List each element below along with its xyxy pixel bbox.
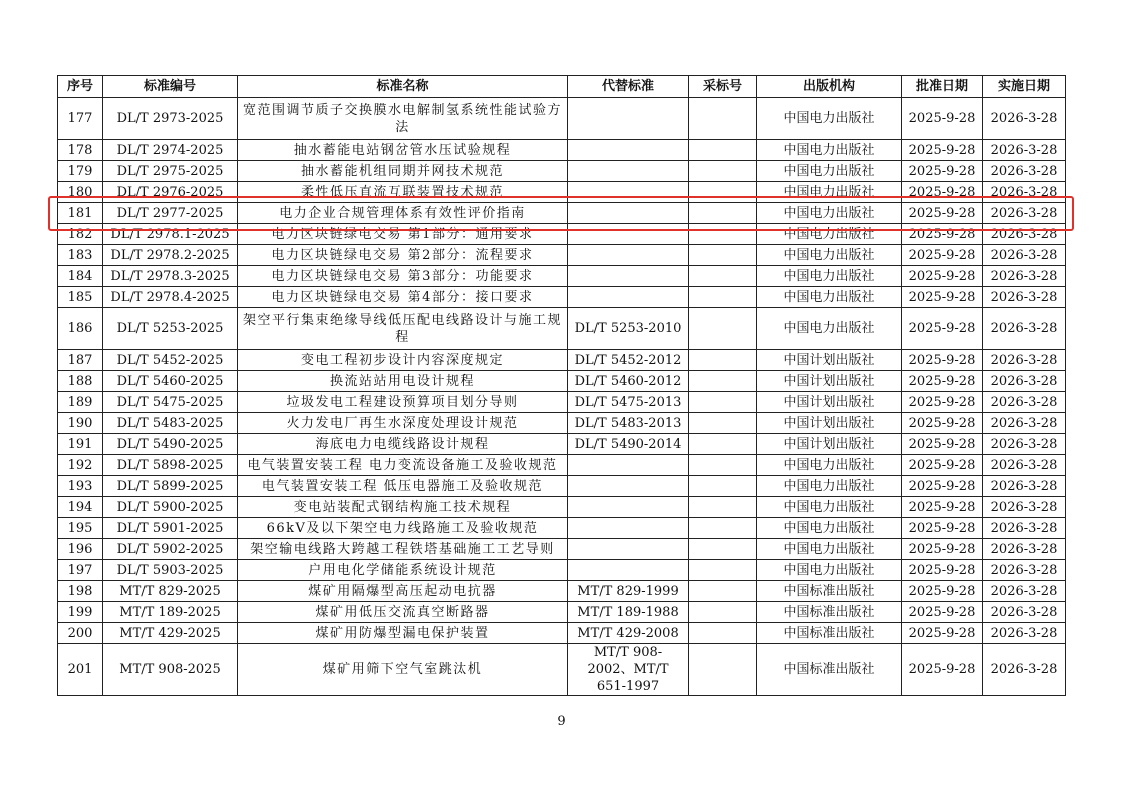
cell-publisher: 中国计划出版社 bbox=[757, 350, 902, 371]
cell-effective: 2026-3-28 bbox=[983, 644, 1066, 696]
header-name: 标准名称 bbox=[238, 76, 568, 98]
cell-code: DL/T 5490-2025 bbox=[103, 434, 238, 455]
cell-name: 架空平行集束绝缘导线低压配电线路设计与施工规程 bbox=[238, 308, 568, 350]
cell-publisher: 中国电力出版社 bbox=[757, 161, 902, 182]
cell-code: DL/T 2978.2-2025 bbox=[103, 245, 238, 266]
table-row bbox=[58, 98, 1066, 140]
cell-adopt bbox=[689, 581, 757, 602]
cell-seq: 201 bbox=[58, 644, 103, 696]
cell-seq: 184 bbox=[58, 266, 103, 287]
cell-approve: 2025-9-28 bbox=[902, 476, 983, 497]
cell-effective: 2026-3-28 bbox=[983, 518, 1066, 539]
table-row bbox=[58, 539, 1066, 560]
cell-approve: 2025-9-28 bbox=[902, 140, 983, 161]
cell-effective: 2026-3-28 bbox=[983, 161, 1066, 182]
cell-name: 电力区块链绿电交易 第3部分：功能要求 bbox=[238, 266, 568, 287]
cell-name: 火力发电厂再生水深度处理设计规范 bbox=[238, 413, 568, 434]
cell-adopt bbox=[689, 434, 757, 455]
cell-code: DL/T 5460-2025 bbox=[103, 371, 238, 392]
cell-publisher: 中国电力出版社 bbox=[757, 497, 902, 518]
cell-seq: 199 bbox=[58, 602, 103, 623]
cell-seq: 191 bbox=[58, 434, 103, 455]
cell-publisher: 中国电力出版社 bbox=[757, 245, 902, 266]
cell-code: DL/T 5903-2025 bbox=[103, 560, 238, 581]
cell-publisher: 中国计划出版社 bbox=[757, 413, 902, 434]
cell-approve: 2025-9-28 bbox=[902, 413, 983, 434]
table-row bbox=[58, 182, 1066, 203]
cell-name: 煤矿用防爆型漏电保护装置 bbox=[238, 623, 568, 644]
cell-effective: 2026-3-28 bbox=[983, 266, 1066, 287]
cell-replace bbox=[568, 497, 689, 518]
cell-effective: 2026-3-28 bbox=[983, 455, 1066, 476]
cell-effective: 2026-3-28 bbox=[983, 203, 1066, 224]
cell-publisher: 中国电力出版社 bbox=[757, 203, 902, 224]
cell-name: 换流站站用电设计规程 bbox=[238, 371, 568, 392]
cell-approve: 2025-9-28 bbox=[902, 644, 983, 696]
cell-adopt bbox=[689, 644, 757, 696]
cell-effective: 2026-3-28 bbox=[983, 371, 1066, 392]
cell-replace bbox=[568, 182, 689, 203]
table-row bbox=[58, 623, 1066, 644]
cell-replace bbox=[568, 98, 689, 140]
cell-code: MT/T 829-2025 bbox=[103, 581, 238, 602]
cell-publisher: 中国电力出版社 bbox=[757, 140, 902, 161]
cell-effective: 2026-3-28 bbox=[983, 434, 1066, 455]
cell-approve: 2025-9-28 bbox=[902, 560, 983, 581]
cell-replace: DL/T 5452-2012 bbox=[568, 350, 689, 371]
cell-effective: 2026-3-28 bbox=[983, 623, 1066, 644]
cell-approve: 2025-9-28 bbox=[902, 392, 983, 413]
cell-seq: 178 bbox=[58, 140, 103, 161]
table-row bbox=[58, 581, 1066, 602]
cell-seq: 190 bbox=[58, 413, 103, 434]
cell-effective: 2026-3-28 bbox=[983, 476, 1066, 497]
cell-approve: 2025-9-28 bbox=[902, 539, 983, 560]
cell-publisher: 中国电力出版社 bbox=[757, 476, 902, 497]
cell-name: 电力企业合规管理体系有效性评价指南 bbox=[238, 203, 568, 224]
cell-approve: 2025-9-28 bbox=[902, 497, 983, 518]
cell-effective: 2026-3-28 bbox=[983, 245, 1066, 266]
table-row bbox=[58, 476, 1066, 497]
cell-name: 抽水蓄能机组同期并网技术规范 bbox=[238, 161, 568, 182]
table-row bbox=[58, 245, 1066, 266]
cell-publisher: 中国电力出版社 bbox=[757, 224, 902, 245]
cell-seq: 187 bbox=[58, 350, 103, 371]
table-row bbox=[58, 140, 1066, 161]
cell-adopt bbox=[689, 413, 757, 434]
cell-publisher: 中国标准出版社 bbox=[757, 644, 902, 696]
table-row bbox=[58, 161, 1066, 182]
cell-name: 煤矿用隔爆型高压起动电抗器 bbox=[238, 581, 568, 602]
header-effective: 实施日期 bbox=[983, 76, 1066, 98]
table-row bbox=[58, 392, 1066, 413]
cell-effective: 2026-3-28 bbox=[983, 581, 1066, 602]
table-row bbox=[58, 455, 1066, 476]
cell-name: 柔性低压直流互联装置技术规范 bbox=[238, 182, 568, 203]
cell-replace bbox=[568, 161, 689, 182]
cell-approve: 2025-9-28 bbox=[902, 224, 983, 245]
cell-replace: DL/T 5475-2013 bbox=[568, 392, 689, 413]
cell-code: DL/T 5900-2025 bbox=[103, 497, 238, 518]
cell-effective: 2026-3-28 bbox=[983, 413, 1066, 434]
cell-seq: 189 bbox=[58, 392, 103, 413]
cell-code: DL/T 2978.3-2025 bbox=[103, 266, 238, 287]
header-approve: 批准日期 bbox=[902, 76, 983, 98]
cell-name: 变电工程初步设计内容深度规定 bbox=[238, 350, 568, 371]
header-publisher: 出版机构 bbox=[757, 76, 902, 98]
cell-name: 变电站装配式钢结构施工技术规程 bbox=[238, 497, 568, 518]
table-row bbox=[58, 203, 1066, 224]
cell-code: MT/T 429-2025 bbox=[103, 623, 238, 644]
cell-effective: 2026-3-28 bbox=[983, 308, 1066, 350]
cell-seq: 188 bbox=[58, 371, 103, 392]
cell-approve: 2025-9-28 bbox=[902, 581, 983, 602]
table-row bbox=[58, 224, 1066, 245]
cell-adopt bbox=[689, 266, 757, 287]
cell-name: 垃圾发电工程建设预算项目划分导则 bbox=[238, 392, 568, 413]
cell-replace bbox=[568, 518, 689, 539]
cell-code: DL/T 2973-2025 bbox=[103, 98, 238, 140]
cell-publisher: 中国电力出版社 bbox=[757, 518, 902, 539]
cell-seq: 180 bbox=[58, 182, 103, 203]
standards-table bbox=[57, 75, 1066, 696]
cell-code: DL/T 5901-2025 bbox=[103, 518, 238, 539]
cell-seq: 186 bbox=[58, 308, 103, 350]
cell-publisher: 中国电力出版社 bbox=[757, 455, 902, 476]
cell-seq: 182 bbox=[58, 224, 103, 245]
cell-name: 抽水蓄能电站钢岔管水压试验规程 bbox=[238, 140, 568, 161]
cell-code: DL/T 5898-2025 bbox=[103, 455, 238, 476]
cell-adopt bbox=[689, 245, 757, 266]
cell-approve: 2025-9-28 bbox=[902, 203, 983, 224]
cell-seq: 183 bbox=[58, 245, 103, 266]
cell-adopt bbox=[689, 371, 757, 392]
cell-publisher: 中国电力出版社 bbox=[757, 560, 902, 581]
cell-approve: 2025-9-28 bbox=[902, 434, 983, 455]
table-row bbox=[58, 308, 1066, 350]
cell-seq: 198 bbox=[58, 581, 103, 602]
cell-replace bbox=[568, 560, 689, 581]
cell-replace: MT/T 429-2008 bbox=[568, 623, 689, 644]
cell-publisher: 中国电力出版社 bbox=[757, 98, 902, 140]
cell-replace: DL/T 5460-2012 bbox=[568, 371, 689, 392]
table-row bbox=[58, 287, 1066, 308]
cell-adopt bbox=[689, 560, 757, 581]
cell-effective: 2026-3-28 bbox=[983, 350, 1066, 371]
cell-publisher: 中国标准出版社 bbox=[757, 581, 902, 602]
cell-replace bbox=[568, 203, 689, 224]
cell-replace: DL/T 5483-2013 bbox=[568, 413, 689, 434]
cell-effective: 2026-3-28 bbox=[983, 140, 1066, 161]
cell-effective: 2026-3-28 bbox=[983, 392, 1066, 413]
cell-name: 海底电力电缆线路设计规程 bbox=[238, 434, 568, 455]
cell-seq: 194 bbox=[58, 497, 103, 518]
cell-approve: 2025-9-28 bbox=[902, 371, 983, 392]
cell-code: DL/T 5475-2025 bbox=[103, 392, 238, 413]
cell-name: 户用电化学储能系统设计规范 bbox=[238, 560, 568, 581]
cell-replace bbox=[568, 476, 689, 497]
cell-code: DL/T 2976-2025 bbox=[103, 182, 238, 203]
cell-approve: 2025-9-28 bbox=[902, 161, 983, 182]
page-number: 9 bbox=[557, 714, 566, 729]
cell-replace bbox=[568, 224, 689, 245]
cell-publisher: 中国计划出版社 bbox=[757, 371, 902, 392]
cell-seq: 197 bbox=[58, 560, 103, 581]
cell-seq: 185 bbox=[58, 287, 103, 308]
cell-approve: 2025-9-28 bbox=[902, 350, 983, 371]
table-row bbox=[58, 350, 1066, 371]
cell-publisher: 中国电力出版社 bbox=[757, 308, 902, 350]
table-row bbox=[58, 644, 1066, 696]
cell-name: 电气装置安装工程 电力变流设备施工及验收规范 bbox=[238, 455, 568, 476]
cell-approve: 2025-9-28 bbox=[902, 98, 983, 140]
cell-adopt bbox=[689, 308, 757, 350]
cell-publisher: 中国电力出版社 bbox=[757, 266, 902, 287]
table-row bbox=[58, 413, 1066, 434]
table-row bbox=[58, 497, 1066, 518]
cell-name: 煤矿用筛下空气室跳汰机 bbox=[238, 644, 568, 696]
cell-adopt bbox=[689, 392, 757, 413]
cell-adopt bbox=[689, 161, 757, 182]
cell-approve: 2025-9-28 bbox=[902, 518, 983, 539]
cell-replace bbox=[568, 287, 689, 308]
cell-adopt bbox=[689, 497, 757, 518]
cell-replace: MT/T 829-1999 bbox=[568, 581, 689, 602]
cell-effective: 2026-3-28 bbox=[983, 224, 1066, 245]
cell-name: 煤矿用低压交流真空断路器 bbox=[238, 602, 568, 623]
cell-code: DL/T 5253-2025 bbox=[103, 308, 238, 350]
cell-approve: 2025-9-28 bbox=[902, 287, 983, 308]
cell-replace bbox=[568, 266, 689, 287]
cell-approve: 2025-9-28 bbox=[902, 182, 983, 203]
cell-code: DL/T 2975-2025 bbox=[103, 161, 238, 182]
cell-effective: 2026-3-28 bbox=[983, 287, 1066, 308]
cell-adopt bbox=[689, 476, 757, 497]
cell-approve: 2025-9-28 bbox=[902, 308, 983, 350]
cell-approve: 2025-9-28 bbox=[902, 266, 983, 287]
header-adopt: 采标号 bbox=[689, 76, 757, 98]
cell-code: DL/T 5899-2025 bbox=[103, 476, 238, 497]
cell-name: 电气装置安装工程 低压电器施工及验收规范 bbox=[238, 476, 568, 497]
header-row bbox=[58, 76, 1066, 98]
cell-adopt bbox=[689, 539, 757, 560]
cell-code: DL/T 5483-2025 bbox=[103, 413, 238, 434]
cell-adopt bbox=[689, 203, 757, 224]
cell-name: 电力区块链绿电交易 第1部分：通用要求 bbox=[238, 224, 568, 245]
cell-seq: 195 bbox=[58, 518, 103, 539]
cell-effective: 2026-3-28 bbox=[983, 182, 1066, 203]
cell-adopt bbox=[689, 287, 757, 308]
cell-code: DL/T 2974-2025 bbox=[103, 140, 238, 161]
cell-adopt bbox=[689, 182, 757, 203]
cell-seq: 193 bbox=[58, 476, 103, 497]
cell-effective: 2026-3-28 bbox=[983, 497, 1066, 518]
cell-adopt bbox=[689, 623, 757, 644]
cell-adopt bbox=[689, 224, 757, 245]
cell-publisher: 中国电力出版社 bbox=[757, 287, 902, 308]
cell-name: 电力区块链绿电交易 第2部分：流程要求 bbox=[238, 245, 568, 266]
cell-replace bbox=[568, 455, 689, 476]
cell-replace bbox=[568, 245, 689, 266]
cell-code: DL/T 2977-2025 bbox=[103, 203, 238, 224]
cell-replace: MT/T 908-2002、MT/T 651-1997 bbox=[568, 644, 689, 696]
cell-replace: DL/T 5253-2010 bbox=[568, 308, 689, 350]
cell-seq: 192 bbox=[58, 455, 103, 476]
cell-adopt bbox=[689, 350, 757, 371]
cell-approve: 2025-9-28 bbox=[902, 602, 983, 623]
cell-replace bbox=[568, 140, 689, 161]
cell-seq: 177 bbox=[58, 98, 103, 140]
cell-adopt bbox=[689, 140, 757, 161]
cell-adopt bbox=[689, 455, 757, 476]
cell-code: DL/T 5902-2025 bbox=[103, 539, 238, 560]
table-row bbox=[58, 371, 1066, 392]
cell-effective: 2026-3-28 bbox=[983, 98, 1066, 140]
cell-publisher: 中国电力出版社 bbox=[757, 539, 902, 560]
cell-effective: 2026-3-28 bbox=[983, 539, 1066, 560]
cell-name: 电力区块链绿电交易 第4部分：接口要求 bbox=[238, 287, 568, 308]
cell-adopt bbox=[689, 98, 757, 140]
cell-publisher: 中国电力出版社 bbox=[757, 182, 902, 203]
table-row bbox=[58, 266, 1066, 287]
cell-approve: 2025-9-28 bbox=[902, 623, 983, 644]
cell-name: 66kV及以下架空电力线路施工及验收规范 bbox=[238, 518, 568, 539]
cell-code: MT/T 908-2025 bbox=[103, 644, 238, 696]
cell-seq: 181 bbox=[58, 203, 103, 224]
header-seq: 序号 bbox=[58, 76, 103, 98]
cell-publisher: 中国标准出版社 bbox=[757, 623, 902, 644]
cell-seq: 179 bbox=[58, 161, 103, 182]
table-row bbox=[58, 560, 1066, 581]
cell-code: DL/T 5452-2025 bbox=[103, 350, 238, 371]
table-row bbox=[58, 602, 1066, 623]
cell-approve: 2025-9-28 bbox=[902, 455, 983, 476]
table-body bbox=[58, 98, 1066, 696]
cell-seq: 196 bbox=[58, 539, 103, 560]
cell-code: DL/T 2978.1-2025 bbox=[103, 224, 238, 245]
cell-name: 宽范围调节质子交换膜水电解制氢系统性能试验方法 bbox=[238, 98, 568, 140]
cell-seq: 200 bbox=[58, 623, 103, 644]
cell-adopt bbox=[689, 518, 757, 539]
cell-code: DL/T 2978.4-2025 bbox=[103, 287, 238, 308]
cell-publisher: 中国计划出版社 bbox=[757, 434, 902, 455]
cell-code: MT/T 189-2025 bbox=[103, 602, 238, 623]
header-replace: 代替标准 bbox=[568, 76, 689, 98]
cell-replace bbox=[568, 539, 689, 560]
cell-publisher: 中国标准出版社 bbox=[757, 602, 902, 623]
cell-replace: MT/T 189-1988 bbox=[568, 602, 689, 623]
table-row bbox=[58, 518, 1066, 539]
cell-effective: 2026-3-28 bbox=[983, 602, 1066, 623]
cell-publisher: 中国计划出版社 bbox=[757, 392, 902, 413]
header-code: 标准编号 bbox=[103, 76, 238, 98]
cell-replace: DL/T 5490-2014 bbox=[568, 434, 689, 455]
cell-name: 架空输电线路大跨越工程铁塔基础施工工艺导则 bbox=[238, 539, 568, 560]
cell-approve: 2025-9-28 bbox=[902, 245, 983, 266]
table-row bbox=[58, 434, 1066, 455]
cell-adopt bbox=[689, 602, 757, 623]
cell-effective: 2026-3-28 bbox=[983, 560, 1066, 581]
